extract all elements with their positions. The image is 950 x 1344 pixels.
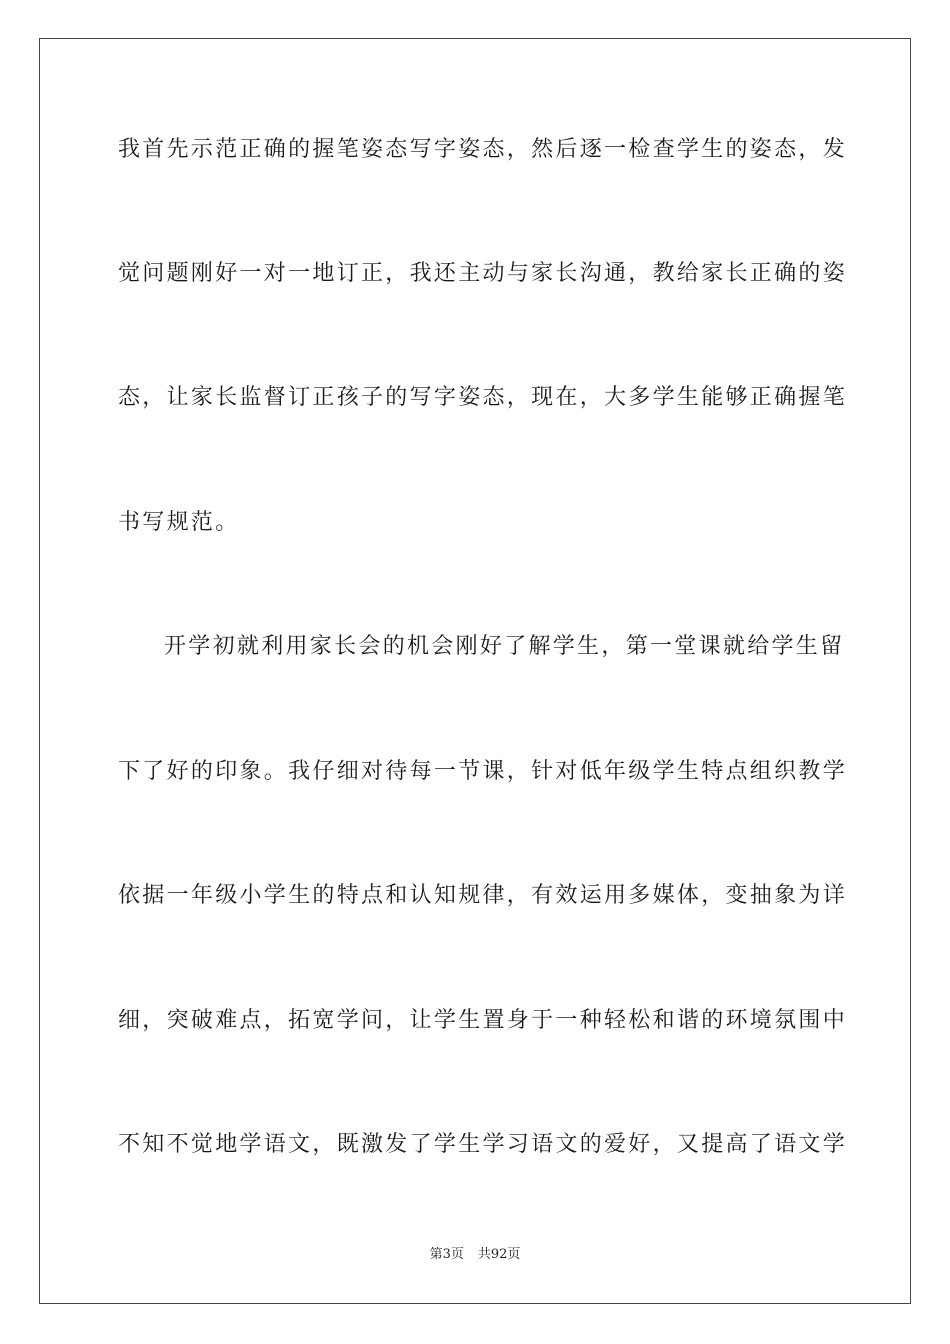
paragraph-1-line-3: 态，让家长监督订正孩子的写字姿态，现在，大多学生能够正确握笔 bbox=[118, 385, 848, 410]
page-footer bbox=[0, 1246, 950, 1264]
page-number: 第3页 bbox=[429, 1247, 464, 1262]
paragraph-1-line-1: 我首先示范正确的握笔姿态写字姿态，然后逐一检查学生的姿态，发 bbox=[118, 137, 848, 162]
paragraph-2-line-4: 细，突破难点，拓宽学问，让学生置身于一种轻松和谐的环境氛围中 bbox=[118, 1008, 848, 1033]
paragraph-2-line-3: 依据一年级小学生的特点和认知规律，有效运用多媒体，变抽象为详 bbox=[118, 883, 848, 908]
total-pages: 共92页 bbox=[477, 1247, 521, 1262]
paragraph-2-line-1: 开学初就利用家长会的机会刚好了解学生，第一堂课就给学生留 bbox=[164, 634, 845, 659]
paragraph-2-line-5: 不知不觉地学语文，既激发了学生学习语文的爱好，又提高了语文学 bbox=[118, 1132, 848, 1157]
paragraph-1-line-4: 书写规范。 bbox=[118, 510, 240, 535]
paragraph-1-line-2: 觉问题刚好一对一地订正，我还主动与家长沟通，教给家长正确的姿 bbox=[118, 261, 848, 286]
page-border bbox=[39, 38, 911, 1304]
paragraph-2-line-2: 下了好的印象。我仔细对待每一节课，针对低年级学生特点组织教学 bbox=[118, 759, 848, 784]
